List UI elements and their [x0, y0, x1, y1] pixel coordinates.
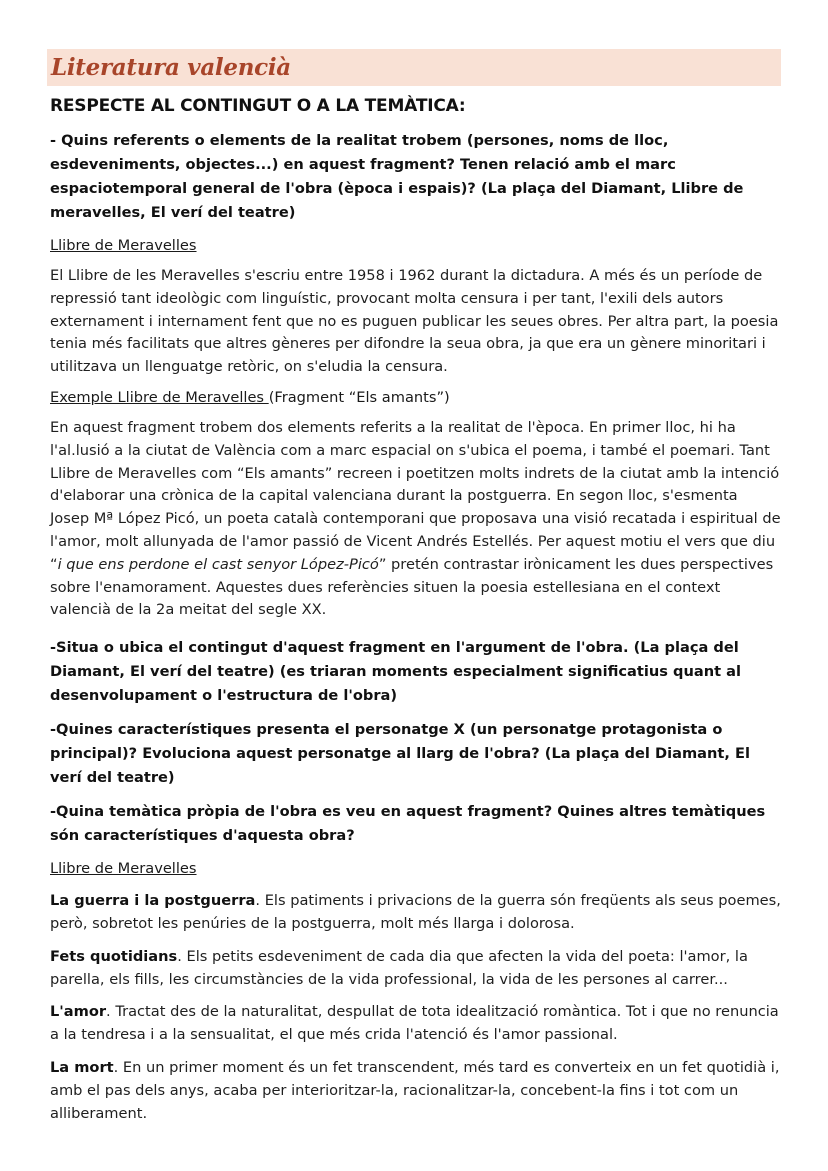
title-banner — [47, 49, 781, 86]
topic-amor — [50, 1001, 781, 1047]
section-heading: RESPECTE AL CONTINGUT O A LA TEMÀTICA: — [50, 96, 466, 116]
paragraph-exemple-quote: i que ens perdone el cast senyor López-Picó — [57, 555, 379, 573]
subheading-exemple-fragment: (Fragment “Els amants”) — [268, 388, 450, 406]
question-3: -Quines característiques presenta el personatge X (un personatge protagonista o principal)? Evoluciona aquest personatge al llarg de l'obra? (La plaça del Diamant, El verí del teatre) — [50, 721, 750, 787]
page-title: Literatura valencià — [51, 54, 291, 81]
question-2: -Situa o ubica el contingut d'aquest fragment en l'argument de l'obra. (La plaça del Diamant, El verí del teatre) (es triaran moments especialment significatius quant al desenvolupament o l'estructura de l'obra) — [50, 639, 742, 705]
subheading-exemple — [50, 387, 781, 409]
paragraph-context: El Llibre de les Meravelles s'escriu entre 1958 i 1962 durant la dictadura. A més és un període de repressió tant ideològic com linguístic, provocant molta censura i per tant, l'exili dels autors externament i internament fent que no es puguen publicar les seues obres. Per altra part, la poesia tenia més facilitats que altres gèneres per difondre la seua obra, ja que era un gènere minoritari i utilitzava un llenguatge retòric, on s'eludia la censura. — [50, 267, 779, 376]
topic-guerra — [50, 890, 781, 936]
topic-term: Fets quotidians — [50, 947, 178, 965]
subheading-llibre — [50, 235, 781, 257]
topic-term: La mort — [50, 1058, 114, 1076]
topic-text: . Els patiments i privacions de la guerra són freqüents als seus poemes, però, sobretot les penúries de la postguerra, molt més llarga i dolorosa. — [50, 892, 781, 932]
topic-text: . En un primer moment és un fet transcendent, més tard es converteix en un fet quotidià i, amb el pas dels anys, acaba per interioritzar-la, racionalitzar-la, concebent-la fins i tot com un alliberament. — [50, 1058, 780, 1122]
paragraph-exemple-part-b: ” pretén contrastar irònicament les dues perspectives sobre l'enamorament. Aquestes dues referències situen la poesia estellesiana en el context valencià de la 2a meitat del segle XX. — [50, 555, 774, 619]
subheading-tematiques-text: Llibre de Meravelles — [50, 860, 197, 878]
document-page — [47, 49, 781, 1133]
paragraph-exemple — [50, 417, 781, 622]
topic-term: L'amor — [50, 1003, 107, 1021]
subheading-exemple-underlined: Exemple Llibre de Meravelles — [50, 388, 269, 406]
subheading-tematiques — [50, 858, 781, 880]
topic-term: La guerra i la postguerra — [50, 892, 256, 910]
topic-quotidians — [50, 946, 781, 992]
paragraph-exemple-part-a: En aquest fragment trobem dos elements referits a la realitat de l'època. En primer lloc, hi ha l'al.lusió a la ciutat de València com a marc espacial on s'ubica el poema, i també el poemari. Tant Llibre de Meravelles com “Els amants” recreen i poetitzen molts indrets de la ciutat amb la intenció d'elaborar una crònica de la capital valenciana durant la postguerra. En segon lloc, s'esmenta Josep Mª López Picó, un poeta català contemporani que proposava una visió recatada i espiritual de l'amor, molt allunyada de l'amor passió de Vicent Andrés Estellés. Per aquest motiu el vers que diu “ — [50, 418, 781, 573]
question-4: -Quina temàtica pròpia de l'obra es veu en aquest fragment? Quines altres temàtiques són característiques d'aquesta obra? — [50, 803, 766, 845]
question-1: - Quins referents o elements de la realitat trobem (persones, noms de lloc, esdeveniments, objectes...) en aquest fragment? Tenen relació amb el marc espaciotemporal general de l'obra (època i espais)? (La plaça del Diamant, Llibre de meravelles, El verí del teatre) — [50, 132, 744, 221]
topic-mort — [50, 1057, 781, 1125]
topic-text: . Els petits esdeveniment de cada dia que afecten la vida del poeta: l'amor, la parella, els fills, les circumstàncies de la vida professional, la vida de les persones al carrer... — [50, 947, 748, 988]
subheading-llibre-text: Llibre de Meravelles — [50, 237, 197, 254]
topic-text: . Tractat des de la naturalitat, despullat de tota idealització romàntica. Tot i que no renuncia a la tendresa i a la sensualitat, el que més crida l'atenció és l'amor passional. — [50, 1003, 779, 1044]
